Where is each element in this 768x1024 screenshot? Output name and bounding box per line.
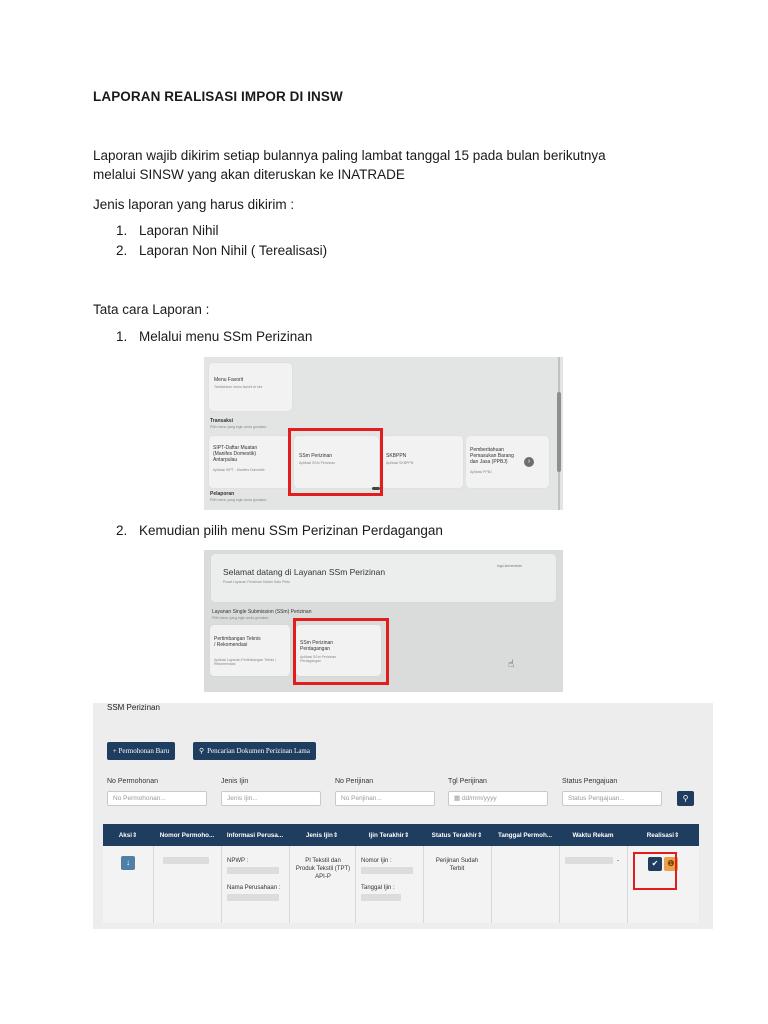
menu-favorit-subtitle: Tambahkan menu favorit di sini <box>214 385 263 389</box>
jenis-heading: Jenis laporan yang harus dikirim : <box>93 197 295 212</box>
filter-label-status-pengajuan: Status Pengajuan <box>562 778 618 785</box>
list-text: Laporan Nihil <box>139 223 219 238</box>
status-terakhir-value: Perijinan Sudah Terbit <box>435 858 479 872</box>
search-old-document-button[interactable] <box>193 742 316 760</box>
redacted-tanggal-ijin <box>361 894 401 901</box>
welcome-title: Selamat datang di Layanan SSm Perizinan <box>223 567 386 577</box>
status-pengajuan-input[interactable]: Status Pengajuan... <box>562 791 662 806</box>
cursor-hand-icon: ☝ <box>508 659 515 670</box>
card-subtitle: Aplikasi Layanan Pertimbangan Teknis / Rekomendasi <box>214 658 277 666</box>
list-number: 2. <box>116 523 128 538</box>
info-icon[interactable]: ❶ <box>664 857 678 871</box>
table-row <box>103 846 699 923</box>
card-pertimbangan[interactable] <box>210 625 290 676</box>
transaksi-heading: Transaksi <box>210 418 234 424</box>
filter-label-no-perijinan: No Perijinan <box>335 778 374 785</box>
section-heading: Layanan Single Submission (SSm) Perizinan <box>212 609 312 615</box>
list-text: Laporan Non Nihil ( Terealisasi) <box>139 243 328 258</box>
scrollbar-thumb[interactable] <box>557 392 561 472</box>
column-nomor-permohonan[interactable]: Nomor Permoho... <box>159 831 215 839</box>
list-text: Melalui menu SSm Perizinan <box>139 329 313 344</box>
transaksi-subtitle: Pilih menu yang ingin anda gunakan <box>210 425 267 429</box>
menu-favorit-card[interactable] <box>209 363 292 411</box>
list-text: Kemudian pilih menu SSm Perizinan Perdagangan <box>139 523 443 538</box>
section-subtitle: Pilih menu yang ingin anda gunakan <box>212 616 269 620</box>
table-header <box>103 824 699 846</box>
highlight-box <box>633 852 677 890</box>
redacted-nama <box>227 894 279 901</box>
screenshot-ssm-perdagangan <box>204 550 563 692</box>
card-title: Pemberitahuan Pemasukan Barang dan Jasa (PPBJ) <box>470 447 514 465</box>
tanggal-ijin-label: Tanggal Ijin : <box>361 885 395 891</box>
calendar-icon: ▦ <box>454 795 462 802</box>
card-subtitle: Aplikasi SSm Perizinan Perdagangan <box>300 655 337 663</box>
search-icon: ⚲ <box>682 794 689 803</box>
column-informasi-perusahaan[interactable]: Informasi Perusa... <box>226 831 284 839</box>
document-title: LAPORAN REALISASI IMPOR DI INSW <box>93 89 343 104</box>
column-jenis-ijin[interactable]: Jenis Ijin ⇕ <box>305 831 339 839</box>
card-title: SIPT-Daftar Muatan (Manifes Domestik) Antarpulau <box>213 445 258 463</box>
filter-label-jenis-ijin: Jenis Ijin <box>221 778 249 785</box>
redacted-npwp <box>227 867 279 874</box>
redacted-nomor-ijin <box>361 867 413 874</box>
step-2 <box>116 523 516 541</box>
redacted-waktu <box>565 857 613 864</box>
column-status-terakhir[interactable]: Status Terakhir ⇕ <box>431 831 483 839</box>
npwp-label: NPWP : <box>227 858 249 864</box>
step-1 <box>116 329 416 347</box>
tgl-perijinan-input[interactable] <box>448 791 548 806</box>
card-title: SSm Perizinan <box>299 453 333 459</box>
column-realisasi[interactable]: Realisasi ⇕ <box>646 831 680 839</box>
redacted-nomor <box>163 857 209 864</box>
intro-line-1: Laporan wajib dikirim setiap bulannya paling lambat tanggal 15 pada bulan berikutnya <box>93 148 606 163</box>
jenis-item-1 <box>116 223 416 241</box>
card-subtitle: Aplikasi SSm Perizinan <box>299 461 336 465</box>
tata-heading: Tata cara Laporan : <box>93 302 210 317</box>
highlight-box <box>288 428 383 496</box>
filter-label-no-permohonan: No Permohonan <box>107 778 158 785</box>
search-old-document-label: Pencarian Dokumen Perizinan Lama <box>207 747 310 755</box>
jenis-item-2 <box>116 243 416 261</box>
jenis-ijin-value: PI Tekstil dan Produk Tekstil (TPT) API-P <box>295 858 351 880</box>
column-tanggal-permohonan[interactable]: Tanggal Permoh... <box>497 831 553 839</box>
nomor-ijin-label: Nomor Ijin : <box>361 858 392 864</box>
intro-paragraph <box>93 146 606 184</box>
waktu-dash: - <box>617 858 619 864</box>
arrow-down-icon[interactable]: ↓ <box>121 856 135 870</box>
card-title: SSm Perizinan Perdagangan <box>300 640 334 652</box>
card-sipt[interactable] <box>209 436 290 488</box>
pelaporan-heading: Pelaporan <box>210 491 235 497</box>
menu-favorit-title: Menu Favorit <box>214 377 244 383</box>
column-ijin-terakhir[interactable]: Ijin Terakhir ⇕ <box>368 831 410 839</box>
intro-line-2: melalui SINSW yang akan diteruskan ke INATRADE <box>93 167 405 182</box>
card-subtitle: Aplikasi PPBJ <box>470 470 492 474</box>
filter-label-tgl-perijinan: Tgl Perijinan <box>448 778 487 785</box>
column-aksi[interactable]: Aksi ⇕ <box>118 831 138 839</box>
check-icon[interactable]: ✔ <box>648 857 662 871</box>
screenshot-ssm-table <box>93 703 713 929</box>
list-number: 2. <box>116 243 128 258</box>
jenis-ijin-input[interactable]: Jenis Ijin... <box>221 791 321 806</box>
card-subtitle: Aplikasi SIPT - Manifes Domestik <box>213 468 265 472</box>
highlight-box <box>293 618 389 685</box>
list-number: 1. <box>116 329 128 344</box>
welcome-subtitle: Pusat Layanan Perizinan Dalam Satu Pintu <box>223 580 291 584</box>
card-title: Pertimbangan Teknis / Rekomendasi <box>214 636 261 648</box>
chevron-right-icon[interactable]: › <box>524 457 534 467</box>
no-perijinan-input[interactable]: No Perijinan... <box>335 791 435 806</box>
new-application-button[interactable]: + Permohonan Baru <box>107 742 175 760</box>
page-title: SSM Perizinan <box>107 703 160 712</box>
welcome-banner <box>211 554 556 602</box>
card-skbppn[interactable] <box>382 436 463 488</box>
nama-perusahaan-label: Nama Perusahaan : <box>227 885 281 891</box>
no-permohonan-input[interactable]: No Permohonan... <box>107 791 207 806</box>
column-waktu-rekam[interactable]: Waktu Rekam <box>572 831 614 839</box>
date-placeholder: dd/mm/yyyy <box>461 795 497 802</box>
filter-search-button[interactable] <box>677 791 694 806</box>
search-icon: ⚲ <box>199 747 205 755</box>
list-number: 1. <box>116 223 128 238</box>
logo-image: logo-kementrian <box>497 564 523 568</box>
card-title: SKBPPN <box>386 453 407 459</box>
pelaporan-subtitle: Pilih menu yang ingin anda gunakan <box>210 498 267 502</box>
card-subtitle: Aplikasi SKBPPN <box>386 461 414 465</box>
screenshot-menu-ssm <box>204 357 563 510</box>
card-ppbj[interactable] <box>466 436 549 488</box>
